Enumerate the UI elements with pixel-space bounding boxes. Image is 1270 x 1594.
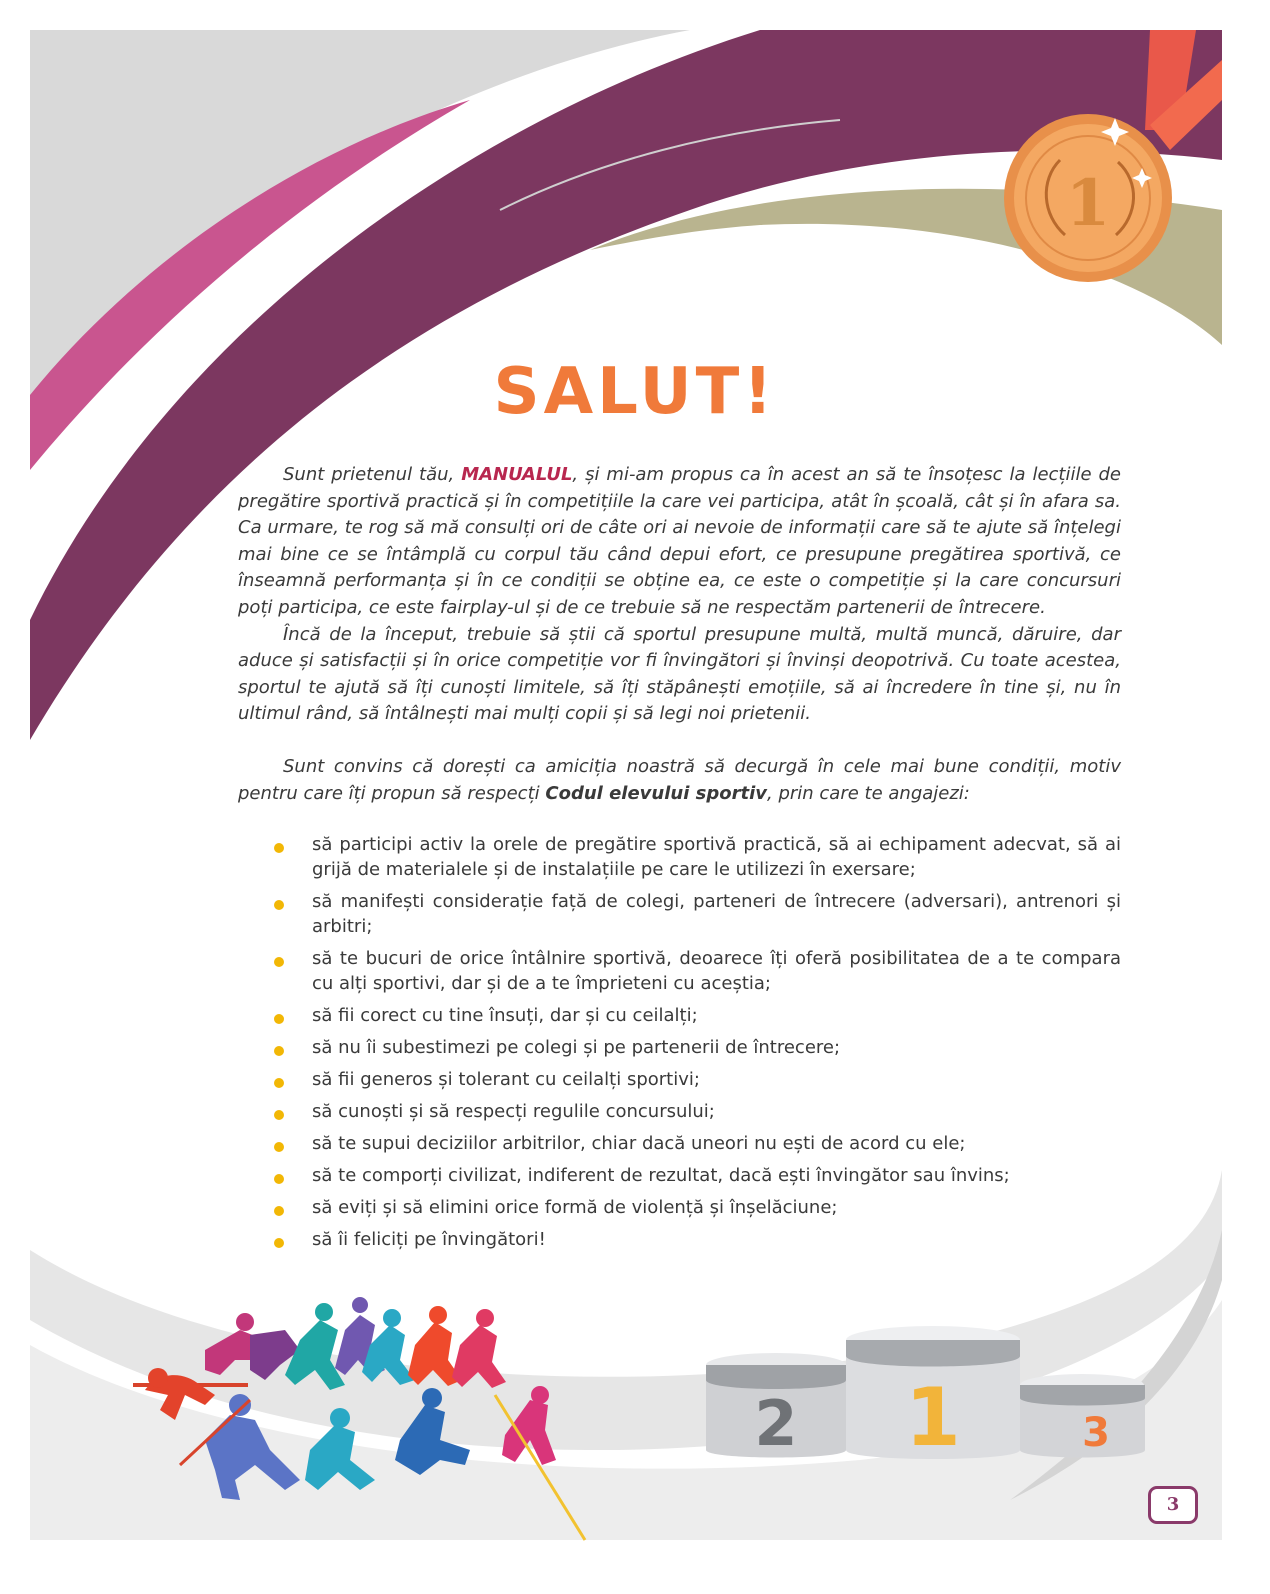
code-highlight: Codul elevului sportiv <box>545 782 767 804</box>
list-item: să cunoști și să respecți regulile concursului; <box>270 1099 1121 1124</box>
bullet-icon <box>274 1078 284 1088</box>
list-item: să te supui deciziilor arbitrilor, chiar dacă uneori nu ești de acord cu ele; <box>270 1131 1121 1156</box>
intro-paragraph-2: Încă de la început, trebuie să știi că sportul presupune multă, multă muncă, dăruire, dar aduce și satisfacții și în orice competiție vor fi învingători și învinși deopotrivă. Cu toate acestea, sportul te ajută să îți cunoști limitele, să îți stăpânești emoțiile, să ai încredere în tine și, nu în ultimul rând, să întâlnești mai mulți copii și să legi noi prietenii. <box>238 623 1121 725</box>
list-item: să fii generos și tolerant cu ceilalți sportivi; <box>270 1067 1121 1092</box>
bullet-icon <box>274 1206 284 1216</box>
page-title: SALUT! <box>493 355 777 429</box>
bullet-icon <box>274 900 284 910</box>
code-list <box>270 832 1121 1259</box>
bullet-icon <box>274 1142 284 1152</box>
list-item: să te bucuri de orice întâlnire sportivă, deoarece îți oferă posibilitatea de a te compara cu alți sportivi, dar și de a te împrieteni cu aceștia; <box>270 946 1121 996</box>
podium-first: 1 <box>905 1371 961 1464</box>
bullet-icon <box>274 1110 284 1120</box>
list-item: să nu îi subestimezi pe colegi și pe partenerii de întrecere; <box>270 1035 1121 1060</box>
list-item: să participi activ la orele de pregătire sportivă practică, să ai echipament adecvat, să ai grijă de materialele și de instalațiile pe care le utilizezi în exersare; <box>270 832 1121 882</box>
list-item: să fii corect cu tine însuți, dar și cu ceilalți; <box>270 1003 1121 1028</box>
bullet-icon <box>274 1238 284 1248</box>
bullet-icon <box>274 1014 284 1024</box>
podium-third: 3 <box>1082 1410 1110 1456</box>
bullet-icon <box>274 957 284 967</box>
intro-paragraph-1: Sunt prietenul tău, MANUALUL, și mi-am propus ca în acest an să te însoțesc la lecțiile de pregătire sportivă practică și în competițiile la care vei participa, atât în școală, cât și în afara sa. Ca urmare, te rog să mă consulți ori de câte ori ai nevoie de informații care să te ajute să înțelegi mai bine ce se întâmplă cu corpul tău când depui efort, ce presupune pregătirea sportivă, ce înseamnă performanța și în ce condiții se obține ea, ce este o competiție și la care concursuri poți participa, ce este fairplay-ul și de ce trebuie să ne respectăm partenerii de întrecere. <box>238 464 1121 618</box>
bullet-icon <box>274 1174 284 1184</box>
list-item: să te comporți civilizat, indiferent de rezultat, dacă ești învingător sau învins; <box>270 1163 1121 1188</box>
intro-paragraph-3: Sunt convins că dorești ca amiciția noastră să decurgă în cele mai bune condiții, motiv pentru care îți propun să respecți Codul elevului sportiv, prin care te angajezi: <box>238 755 1121 804</box>
list-item: să eviți și să elimini orice formă de violență și înșelăciune; <box>270 1195 1121 1220</box>
manual-highlight: MANUALUL <box>461 464 573 485</box>
podium-second: 2 <box>754 1387 798 1460</box>
list-item: să îi feliciți pe învingători! <box>270 1227 1121 1252</box>
bullet-icon <box>274 1046 284 1056</box>
medal-number: 1 <box>1065 166 1111 241</box>
intro-text <box>238 462 1121 807</box>
list-item: să manifești considerație față de colegi, parteneri de întrecere (adversari), antrenori și arbitri; <box>270 889 1121 939</box>
bullet-icon <box>274 843 284 853</box>
page-number: 3 <box>1148 1486 1198 1524</box>
